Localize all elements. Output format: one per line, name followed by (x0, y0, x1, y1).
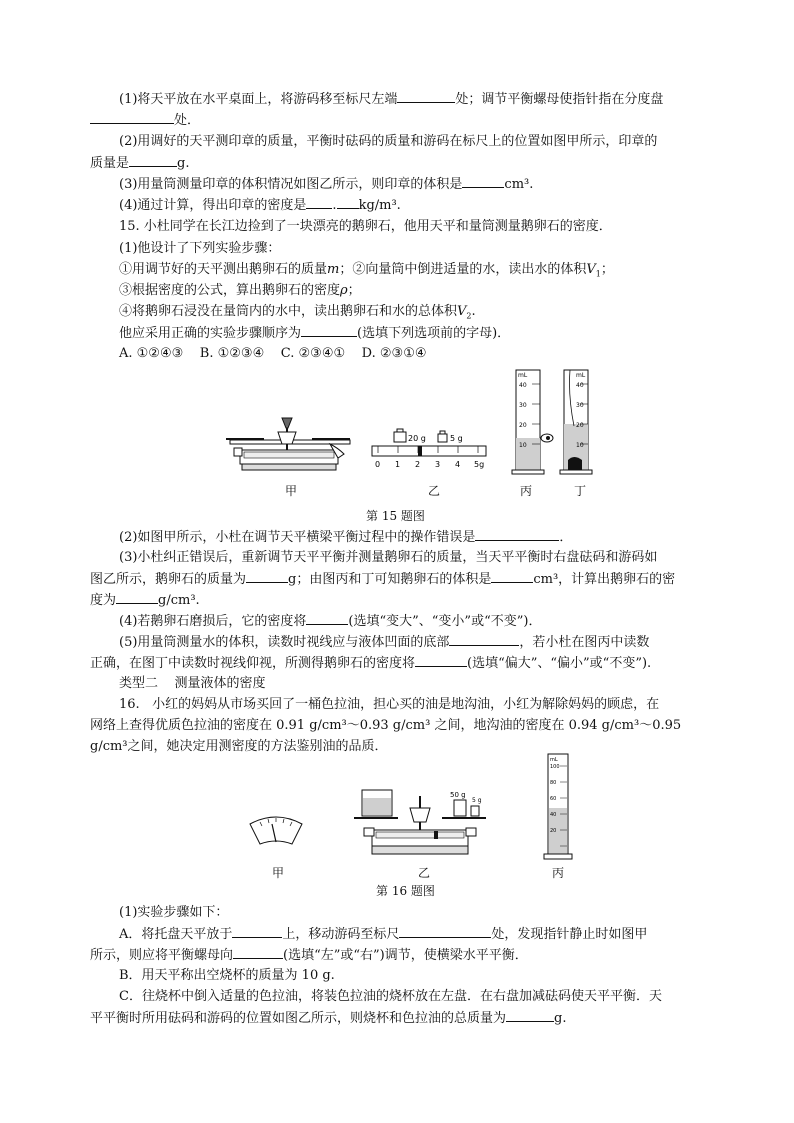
fig15-weight-20g: 20 g (408, 434, 426, 443)
fig15-cyl-unit: mL (576, 372, 586, 379)
q14-line5: (3)用量筒测量印章的体积情况如图乙所示，则印章的体积是 cm³. (119, 177, 534, 192)
q15-s1: (1)他设计了下列实验步骤： (119, 241, 281, 256)
figure-16-caption: 第 16 题图 (376, 884, 435, 898)
q15-step3: ③根据密度的公式，算出鹅卵石的密度ρ； (119, 283, 361, 298)
answer-blank[interactable] (306, 612, 348, 625)
fig15-cyl-tick: 10 (576, 442, 584, 449)
q16-intro-line2: 网络上查得优质色拉油的密度在 0.91 g/cm³～0.93 g/cm³ 之间，地沟油的密度在 0.94 g/cm³～0.95 (90, 718, 682, 733)
answer-blank[interactable] (116, 591, 158, 604)
eye-icon (540, 433, 554, 443)
answer-blank[interactable] (475, 528, 559, 541)
fig16-weight-5g: 5 g (472, 797, 482, 804)
fig15-label-yi: 乙 (428, 484, 441, 498)
figure-16-yi-balance (350, 786, 490, 862)
fig15-cyl-tick: 40 (576, 382, 584, 389)
answer-blank[interactable] (233, 946, 283, 959)
figure-16-jia-dial (246, 812, 306, 846)
fig15-label-jia: 甲 (285, 484, 298, 498)
fig16-cyl-tick: 40 (550, 812, 557, 818)
fig15-tick: 5g (474, 460, 485, 469)
fig15-label-ding: 丁 (574, 484, 587, 498)
answer-blank[interactable] (462, 175, 504, 188)
q15-p4: (4)若鹅卵石磨损后，它的密度将 (选填“变大”、“变小”或“不变”)． (119, 614, 542, 629)
fig15-tick: 3 (435, 460, 441, 469)
figure-15-caption: 第 15 题图 (366, 509, 425, 523)
q16-c-line2: 平平衡时所用砝码和游码的位置如图乙所示，则烧杯和色拉油的总质量为 g. (90, 1011, 567, 1026)
fig16-label-jia: 甲 (272, 866, 285, 880)
answer-blank[interactable] (246, 570, 288, 583)
fig15-cyl-tick: 30 (519, 402, 527, 409)
fig15-cyl-unit: mL (518, 372, 528, 379)
q15-options: A. ①②④③ B. ①②③④ C. ②③④① D. ②③①④ (119, 346, 427, 361)
fig16-cyl-unit: mL (550, 757, 558, 763)
answer-blank[interactable] (415, 654, 467, 667)
answer-blank[interactable] (301, 324, 357, 337)
q14-line6: (4)通过计算，得出印章的密度是 . kg/m³. (119, 198, 401, 213)
section-heading: 类型二 测量液体的密度 (119, 676, 266, 691)
answer-blank[interactable] (491, 570, 533, 583)
q14-line2: 处． (90, 111, 200, 129)
answer-blank[interactable] (306, 196, 332, 209)
answer-blank[interactable] (129, 154, 177, 167)
q16-intro-line1: 16. 小红的妈妈从市场买回了一桶色拉油，担心买的油是地沟油，小红为解除妈妈的顾虑，在 (119, 697, 660, 712)
answer-blank[interactable] (399, 925, 491, 938)
q15-p5-line2: 正确，在图丁中读数时视线仰视，所测得鹅卵石的密度将 (选填“偏大”、“偏小”或“不变”). (90, 656, 652, 671)
fig16-cyl-tick: 100 (550, 764, 560, 770)
fig15-cyl-tick: 20 (576, 422, 584, 429)
fig15-tick: 1 (395, 460, 401, 469)
fig15-tick: 2 (415, 460, 421, 469)
fig15-tick: 0 (375, 460, 381, 469)
q15-intro: 15. 小杜同学在长江边捡到了一块漂亮的鹅卵石，他用天平和量筒测量鹅卵石的密度． (119, 219, 612, 234)
fig15-tick: 4 (455, 460, 461, 469)
fig16-weight-50g: 50 g (450, 791, 466, 799)
fig15-cyl-tick: 10 (519, 442, 527, 449)
figure-16-bing-cylinder (540, 752, 576, 862)
q14-line3: (2)用调好的天平测印章的质量，平衡时砝码的质量和游码在标尺上的位置如图甲所示，印章的 (119, 134, 658, 149)
q16-c-line1: C．往烧杯中倒入适量的色拉油，将装色拉油的烧杯放在左盘．在右盘加减砝码使天平平衡．天 (119, 989, 662, 1004)
answer-blank[interactable] (337, 196, 359, 209)
answer-blank[interactable] (90, 111, 174, 124)
fig16-label-yi: 乙 (418, 866, 431, 880)
q15-order: 他应采用正确的实验步骤顺序为 (选填下列选项前的字母)． (119, 326, 511, 341)
fig16-cyl-tick: 60 (550, 796, 557, 802)
fig15-weight-5g: 5 g (450, 434, 463, 443)
fig15-cyl-tick: 20 (519, 422, 527, 429)
answer-blank[interactable] (232, 925, 282, 938)
q15-step1: ①用调节好的天平测出鹅卵石的质量m；②向量筒中倒进适量的水，读出水的体积$V_1$； (119, 262, 614, 279)
q14-line1: (1)将天平放在水平桌面上，将游码移至标尺左端 处；调节平衡螺母使指针指在分度盘 (119, 92, 664, 107)
fig16-cyl-tick: 80 (550, 780, 557, 786)
q16-a-line1: A．将托盘天平放于 上，移动游码至标尺 处，发现指针静止时如图甲 (119, 927, 648, 942)
fig16-cyl-tick: 20 (550, 828, 557, 834)
answer-blank[interactable] (449, 633, 519, 646)
q15-p3-line2: 图乙所示，鹅卵石的质量为 g；由图丙和丁可知鹅卵石的体积是 cm³，计算出鹅卵石的密 (90, 572, 676, 587)
answer-blank[interactable] (397, 90, 455, 103)
fig15-label-bing: 丙 (520, 484, 533, 498)
fig15-cyl-tick: 40 (519, 382, 527, 389)
q16-intro-line3: g/cm³之间，她决定用测密度的方法鉴别油的品质． (90, 739, 388, 754)
q15-step4: ④将鹅卵石浸没在量筒内的水中，读出鹅卵石和水的总体积$V_2$. (119, 304, 476, 321)
q15-p5-line1: (5)用量筒测量水的体积，读数时视线应与液体凹面的底部 ，若小杜在图丙中读数 (119, 635, 650, 650)
q15-p3-line3: 度为 g/cm³. (90, 593, 200, 608)
fig16-label-bing: 丙 (552, 866, 565, 880)
q14-line4: 质量是 g. (90, 156, 190, 171)
fig15-cyl-tick: 30 (576, 402, 584, 409)
answer-blank[interactable] (506, 1009, 554, 1022)
figure-15-jia-balance (222, 410, 352, 476)
figure-15-bing-cylinder (508, 366, 548, 476)
q16-a-line2: 所示，则应将平衡螺母向 (选填“左”或“右”)调节，使横梁水平平衡． (90, 948, 528, 963)
q15-p2: (2)如图甲所示，小杜在调节天平横梁平衡过程中的操作错误是 ． (119, 530, 573, 545)
q16-b: B．用天平称出空烧杯的质量为 10 g. (119, 968, 335, 983)
figure-15-ding-cylinder (556, 366, 596, 476)
q16-s1: (1)实验步骤如下： (119, 905, 229, 920)
figure-15-yi-weights (370, 428, 490, 476)
q15-p3-line1: (3)小杜纠正错误后，重新调节天平平衡并测量鹅卵石的质量，当天平平衡时右盘砝码和游码如 (119, 550, 658, 565)
